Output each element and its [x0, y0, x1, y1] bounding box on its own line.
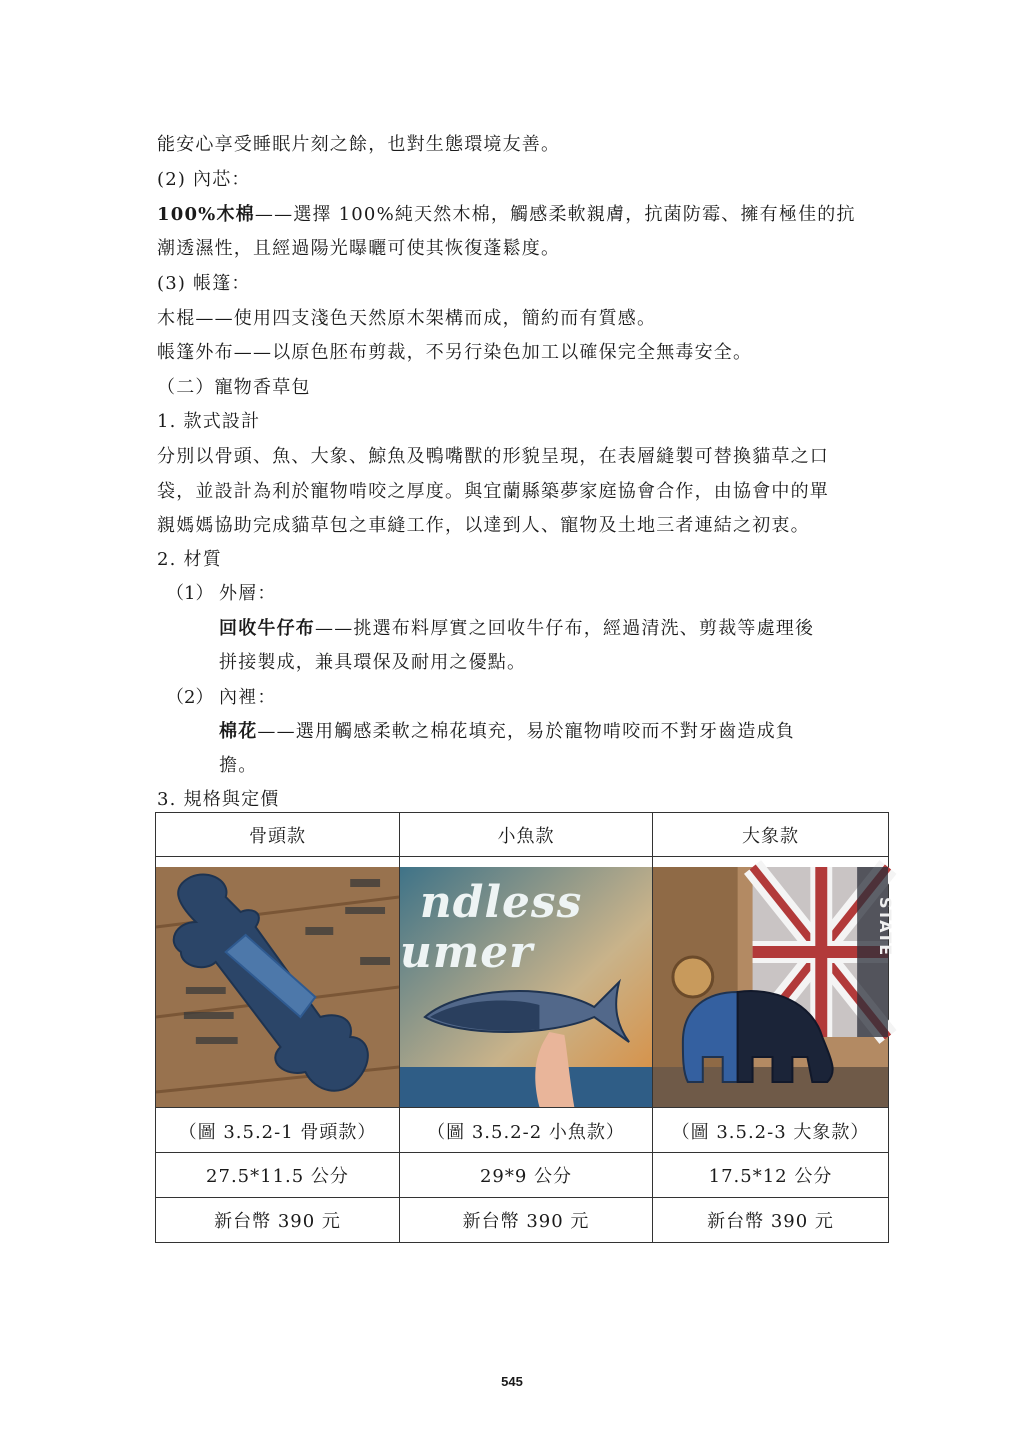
- paragraph-line: 分別以骨頭、魚、大象、鯨魚及鴨嘴獸的形貌呈現，在表層縫製可替換貓草之口: [157, 446, 829, 467]
- size-cell: 27.5*11.5 公分: [156, 1153, 400, 1198]
- paragraph-line: 潮透濕性，且經過陽光曝曬可使其恢復蓬鬆度。: [157, 238, 561, 259]
- paragraph-line: [219, 617, 814, 641]
- paragraph-line: 袋，並設計為利於寵物啃咬之厚度。與宜蘭縣築夢家庭協會合作，由協會中的單: [157, 481, 829, 502]
- page-number: 545: [501, 1374, 523, 1389]
- fish-toy-photo: [400, 867, 652, 1107]
- fish-bg-text: ndless: [419, 876, 583, 929]
- paragraph-line: 能安心享受睡眠片刻之餘，也對生態環境友善。: [157, 134, 561, 155]
- term-denim-desc: ——挑選布料厚實之回收牛仔布，經過清洗、剪裁等處理後: [315, 618, 815, 639]
- list-number: （2）: [166, 687, 214, 708]
- elephant-bg-text: STATE: [876, 897, 896, 957]
- paragraph-line: [157, 203, 856, 227]
- paragraph-line: 親媽媽協助完成貓草包之車縫工作，以達到人、寵物及土地三者連結之初衷。: [157, 515, 810, 536]
- size-cell: 29*9 公分: [400, 1153, 653, 1198]
- section-heading: （二）寵物香草包: [157, 377, 311, 398]
- table-caption-row: [156, 1108, 889, 1153]
- elephant-toy-photo: [653, 867, 896, 1107]
- price-cell: 新台幣 390 元: [400, 1198, 653, 1243]
- table-price-row: [156, 1198, 889, 1243]
- size-cell: 17.5*12 公分: [653, 1153, 889, 1198]
- caption-text: （圖 3.5.2-1 骨頭款）: [178, 1122, 377, 1143]
- subheading-inner: 內裡：: [219, 687, 277, 708]
- term-kapok-desc: ——選擇 100%純天然木棉，觸感柔軟親膚，抗菌防霉、擁有極佳的抗: [254, 204, 856, 225]
- price-cell: 新台幣 390 元: [156, 1198, 400, 1243]
- spec-price-table: [155, 812, 896, 1243]
- term-kapok: 100%木棉: [157, 204, 255, 225]
- price-cell: 新台幣 390 元: [653, 1198, 889, 1243]
- table-header-cell: 大象款: [653, 813, 889, 857]
- figure-caption: [653, 1108, 889, 1153]
- paragraph-line: 擔。: [219, 755, 258, 776]
- caption-text: （圖 3.5.2-3 大象款）: [671, 1122, 870, 1143]
- bone-toy-photo: [156, 867, 399, 1107]
- table-header-cell: 小魚款: [400, 813, 653, 857]
- photo-cell: [400, 857, 653, 1108]
- table-header-row: [156, 813, 889, 857]
- term-cotton-desc: ——選用觸感柔軟之棉花填充，易於寵物啃咬而不對牙齒造成負: [257, 721, 796, 742]
- paragraph-line: 木棍——使用四支淺色天然原木架構而成，簡約而有質感。: [157, 308, 657, 329]
- term-cotton: 棉花: [219, 721, 258, 742]
- term-denim: 回收牛仔布: [219, 618, 315, 639]
- photo-cell: [156, 857, 400, 1108]
- paragraph-line: 拼接製成，兼具環保及耐用之優點。: [219, 652, 527, 673]
- table-header-cell: 骨頭款: [156, 813, 400, 857]
- fish-bg-text: umer: [400, 926, 534, 979]
- photo-cell: [653, 857, 896, 1108]
- subheading-tent: (3) 帳篷：: [157, 273, 251, 294]
- table-image-row: [156, 857, 889, 1108]
- list-number: （1）: [166, 583, 214, 604]
- subheading-core: (2) 內芯：: [157, 169, 251, 190]
- subheading-outer: 外層：: [219, 583, 277, 604]
- paragraph-line: 帳篷外布——以原色胚布剪裁，不另行染色加工以確保完全無毒安全。: [157, 342, 753, 363]
- figure-caption: [156, 1108, 400, 1153]
- figure-caption: [400, 1108, 653, 1153]
- subheading-material: 2. 材質: [157, 549, 222, 570]
- paragraph-line: [219, 720, 795, 744]
- table-size-row: [156, 1153, 889, 1198]
- caption-text: （圖 3.5.2-2 小魚款）: [427, 1122, 625, 1143]
- subheading-spec: 3. 規格與定價: [157, 789, 280, 810]
- subheading-design: 1. 款式設計: [157, 411, 261, 432]
